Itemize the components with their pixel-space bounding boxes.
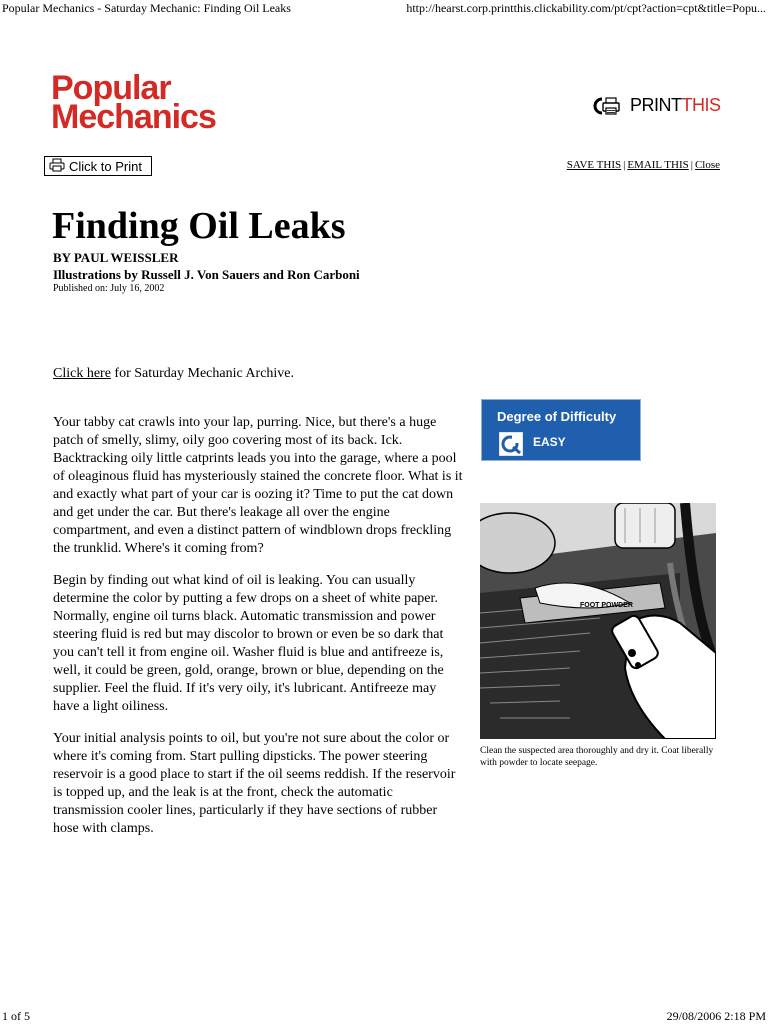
print-header-title: Popular Mechanics - Saturday Mechanic: Finding Oil Leaks xyxy=(2,1,291,15)
action-separator: | xyxy=(690,159,693,171)
foot-powder-label: FOOT POWDER xyxy=(580,602,633,609)
illustration-credit: Illustrations by Russell J. Von Sauers and Ron Carboni xyxy=(53,267,360,282)
article-actions xyxy=(567,159,720,171)
action-separator: | xyxy=(623,159,626,171)
wrench-icon xyxy=(499,432,523,456)
difficulty-badge xyxy=(481,399,641,461)
article-headline: Finding Oil Leaks xyxy=(52,205,346,247)
print-datetime: 29/08/2006 2:18 PM xyxy=(666,1009,766,1023)
printer-icon xyxy=(49,158,65,175)
article-paragraph: Your tabby cat crawls into your lap, purring. Nice, but there's a huge patch of smelly, slimy, oily goo covering most of its back. Ick. Backtracking oily little catprints leads you into the garage, where a pool of oleaginous fluid has mysteriously stained the concrete floor. What is it and exactly what part of your car is oozing it? Time to put the cat down and get under the car. But there's leakage all over the engine compartment, and even a distinct pattern of windblown drops freckling the trunklid. Where's it coming from? xyxy=(53,415,463,556)
printthis-word-1: PRINT xyxy=(630,95,682,115)
email-this-link[interactable]: EMAIL THIS xyxy=(627,159,689,171)
logo-line-1: Popular xyxy=(51,69,171,107)
archive-link[interactable]: Click here xyxy=(53,366,111,381)
article-body xyxy=(53,414,463,852)
difficulty-level: EASY xyxy=(533,435,566,449)
printthis-word-2: THIS xyxy=(681,95,721,115)
difficulty-title: Degree of Difficulty xyxy=(497,409,617,424)
print-header-url: http://hearst.corp.printthis.clickability.com/pt/cpt?action=cpt&title=Popu... xyxy=(406,1,766,15)
save-this-link[interactable]: SAVE THIS xyxy=(566,159,622,171)
logo-line-2: Mechanics xyxy=(51,98,216,136)
click-to-print-label: Click to Print xyxy=(69,158,142,174)
close-link[interactable]: Close xyxy=(694,159,720,171)
click-to-print-button[interactable] xyxy=(44,156,152,176)
popular-mechanics-logo xyxy=(51,69,216,136)
article-byline: BY PAUL WEISSLER xyxy=(53,250,179,265)
printer-icon xyxy=(593,96,627,116)
article-paragraph: Your initial analysis points to oil, but you're not sure about the color or where it's coming from. Start pulling dipsticks. The power steering reservoir is a good place to start if the oil seems reddish. If the reservoir is topped up, and the leak is at the front, check the automatic transmission cooler lines, particularly if they have sections of rubber hose with clamps. xyxy=(53,731,456,836)
archive-line xyxy=(53,366,294,382)
illustration-caption: Clean the suspected area thoroughly and dry it. Coat liberally with powder to locate seepage. xyxy=(480,746,714,768)
printthis-logo xyxy=(593,95,721,116)
foot-powder-illustration xyxy=(480,503,716,739)
page-counter: 1 of 5 xyxy=(2,1009,30,1023)
published-date: Published on: July 16, 2002 xyxy=(53,283,165,294)
article-paragraph: Begin by finding out what kind of oil is leaking. You can usually determine the color by putting a few drops on a sheet of white paper. Normally, engine oil turns black. Automatic transmission and power steering fluid is red but may discolor to brown or even be so dark that you can't tell it from engine oil. Washer fluid is blue and antifreeze is, well, it could be green, gold, orange, brown or blue, depending on the supplier. Feel the fluid. If it's very oily, it's lubricant. Antifreeze may have a light oiliness. xyxy=(53,573,444,714)
archive-text: for Saturday Mechanic Archive. xyxy=(110,366,295,381)
